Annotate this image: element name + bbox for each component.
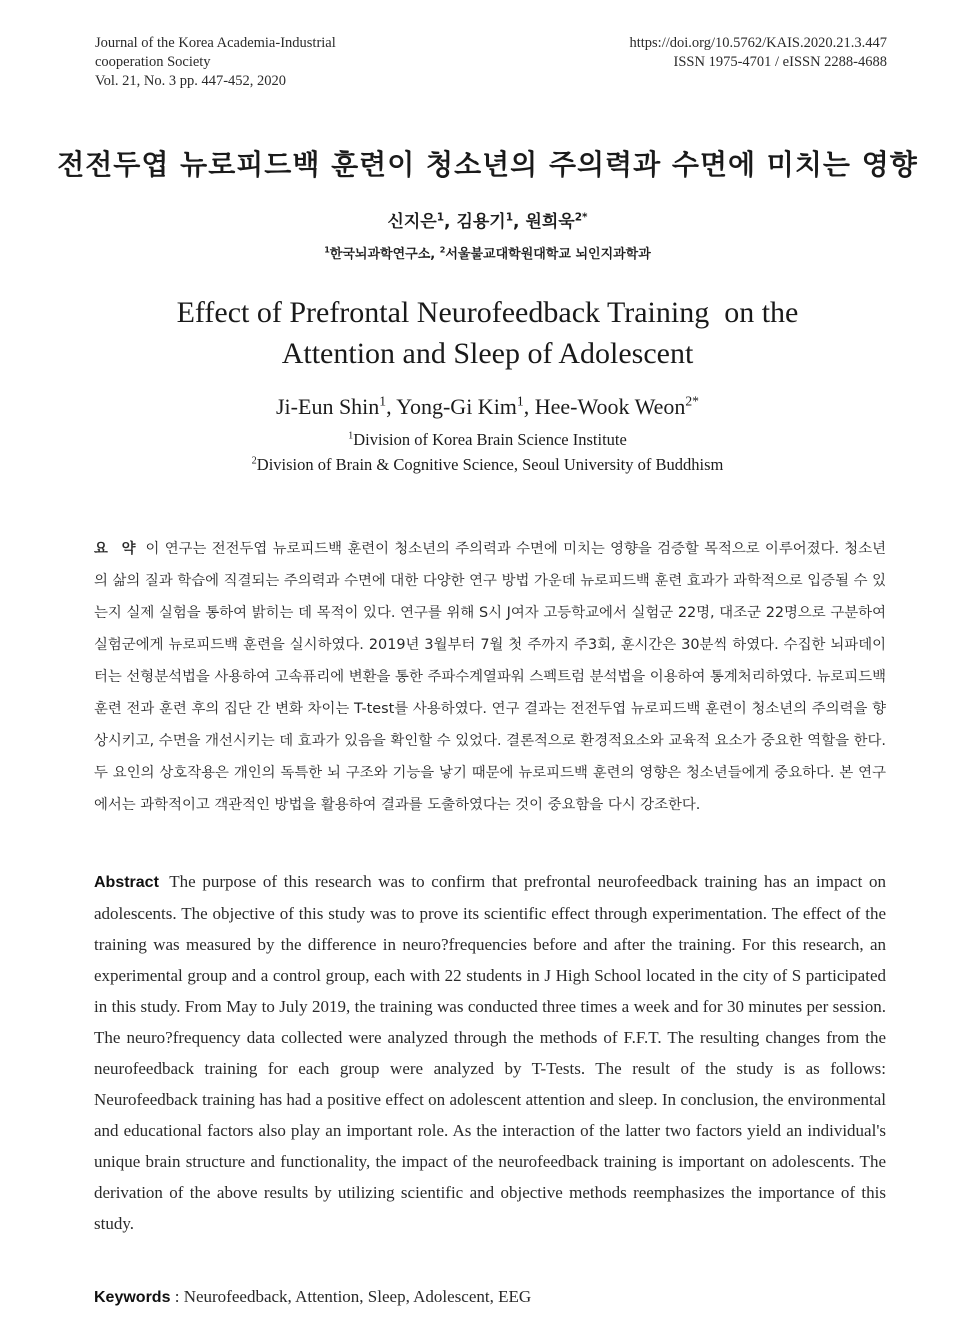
english-affil-line1: [0, 427, 975, 452]
english-affil-1: Division of Korea Brain Science Institute: [353, 430, 627, 449]
english-affil-line2: [0, 452, 975, 477]
english-author-2-sup: 1: [516, 393, 524, 409]
korean-title: 전전두엽 뉴로피드백 훈련이 청소년의 주의력과 수면에 미치는 영향: [57, 148, 918, 181]
korean-author-2-sup: 1: [505, 211, 514, 224]
korean-abstract: [94, 533, 886, 821]
korean-authors: 신지은$^1$, 김용기$^1$, 원희욱$^{2*}$: [387, 211, 588, 232]
korean-affiliations: [0, 243, 975, 262]
korean-author-1: 신지은: [387, 212, 437, 232]
issn: ISSN 1975-4701 / eISSN 2288-4688: [673, 54, 887, 70]
keywords-list: Neurofeedback, Attention, Sleep, Adolescent, EEG: [183, 1287, 532, 1306]
korean-author-1-sup: 1: [436, 211, 445, 224]
english-author-2: Yong-Gi Kim: [396, 394, 517, 419]
english-author-3-sup: 2*: [685, 393, 699, 409]
korean-abstract-text: 이 연구는 전전두엽 뉴로피드백 훈련이 청소년의 주의력과 수면에 미치는 영향을 검증할 목적으로 이루어졌다. 청소년의 삶의 질과 학습에 직결되는 주의력과 수면에 대한 다양한 연구 방법 가운데 뉴로피드백 훈련 효과가 과학적으로 입증될 수 있는지 실제 실험을 통하여 밝히는 데 목적이 있다. 연구를 위해 S시 J여자 고등학교에서 실험군 22명, 대조군 22명으로 구분하여 실험군에게 뉴로피드백 훈련을 실시하였다. 2019년 3월부터 7월 첫 주까지 주3회, 훈시간은 30분씩 하였다. 수집한 뇌파데이터는 선형분석법을 사용하여 고속퓨리에 변환을 통한 주파수계열파워 스펙트럼 분석법을 이용하여 통계처리하였다. 뉴로피드백 훈련 전과 훈련 후의 집단 간 변화 차이는 T-test를 사용하였다. 연구 결과는 전전두엽 뉴로피드백 훈련이 청소년의 주의력을 향상시키고, 수면을 개선시키는 데 효과가 있음을 확인할 수 있었다. 결론적으로 환경적요소와 교육적 요소가 중요한 역할을 한다. 두 요인의 상호작용은 개인의 독특한 뇌 구조와 기능을 낳기 때문에 뉴로피드백 훈련의 영향은 청소년들에게 중요하다. 본 연구에서는 과학적이고 객관적인 방법을 활용하여 결과를 도출하였다는 것이 중요함을 다시 강조한다.: [94, 541, 886, 813]
korean-author-2: 김용기: [456, 212, 506, 232]
korean-author-3: 원희욱: [525, 212, 575, 232]
english-title-line2: Attention and Sleep of Adolescent: [281, 337, 694, 370]
keywords-label: Keywords: [94, 1289, 171, 1306]
english-affil-2-sup: 2: [251, 455, 257, 467]
english-authors: Ji-Eun Shin$^1$, Yong-Gi Kim$^1$, Hee-Wook Weon$^{2*}$: [276, 393, 699, 419]
english-author-1-sup: 1: [379, 393, 387, 409]
korean-abstract-label: 요 약: [94, 541, 140, 557]
english-abstract-text: The purpose of this research was to confirm that prefrontal neurofeedback training has an impact on adolescents. The objective of this study was to prove its scientific effect through experimentation. The effect of the training was measured by the difference in neuro?frequencies before and after the training. For this research, an experimental group and a control group, each with 22 students in J High School located in the city of S participated in this study. From May to July 2019, the training was conducted three times a week and for 30 minutes per session. The neuro?frequency data collected were analyzed through the methods of F.F.T. The resulting changes from the neurofeedback training for each group were analyzed by T-Tests. The result of the study is as follows: Neurofeedback training has had a positive effect on adolescent attention and sleep. In conclusion, the environmental and educational factors also play an important role. As the interaction of the latter two factors yield an individual's unique brain structure and functionality, the impact of the neurofeedback training is important on adolescents. The derivation of the above results by utilizing scientific and objective methods reemphasizes the importance of this study.: [94, 872, 886, 1233]
english-affil-2: Division of Brain & Cognitive Science, Seoul University of Buddhism: [256, 455, 724, 474]
korean-affil-2-sup: 2: [439, 245, 446, 255]
english-affil-1-sup: 1: [348, 430, 354, 442]
keywords: [94, 1287, 531, 1307]
english-abstract-label: Abstract: [94, 874, 159, 891]
english-affiliations: [0, 427, 975, 477]
korean-affil-2: 서울불교대학원대학교 뇌인지과학과: [445, 247, 651, 262]
english-author-1: Ji-Eun Shin: [276, 394, 380, 419]
journal-volume: Vol. 21, No. 3 pp. 447-452, 2020: [95, 73, 287, 89]
doi-link[interactable]: https://doi.org/10.5762/KAIS.2020.21.3.447: [629, 35, 887, 51]
korean-affil-1: 한국뇌과학연구소,: [329, 247, 436, 262]
english-author-3: Hee-Wook Weon: [534, 394, 686, 419]
korean-author-3-sup: 2*: [574, 211, 588, 224]
journal-name-line1: Journal of the Korea Academia-Industrial: [95, 35, 336, 51]
keywords-separator: :: [170, 1287, 184, 1306]
journal-info: [95, 34, 336, 91]
journal-name-line2: cooperation Society: [95, 54, 211, 70]
english-abstract: [94, 866, 886, 1239]
english-title: [0, 292, 975, 374]
korean-affil-1-sup: 1: [324, 245, 330, 255]
english-title-line1: Effect of Prefrontal Neurofeedback Training on the: [176, 296, 799, 329]
identifiers: [629, 34, 887, 72]
